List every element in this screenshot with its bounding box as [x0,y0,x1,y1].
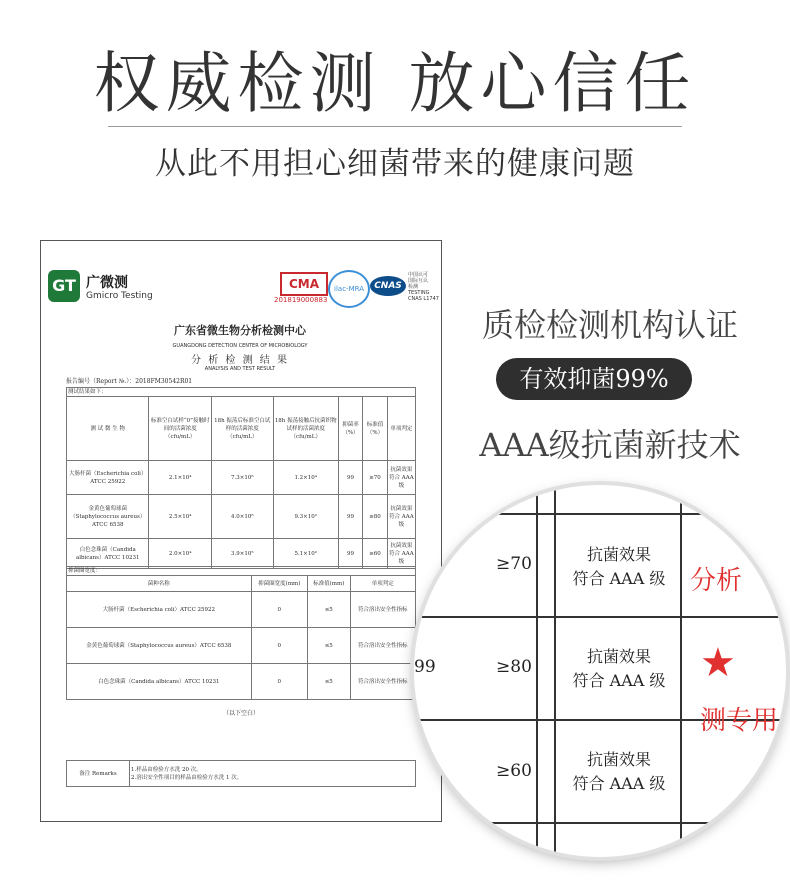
table-cell: 7.3×10⁶ [211,461,273,495]
table-cell: ≤5 [307,592,350,628]
table-cell: 0 [251,628,307,664]
stamp-star-icon: ★ [700,640,736,686]
cnas-text: CNAS L1747 [408,296,439,302]
table-cell: 2.1×10⁴ [149,461,211,495]
page-subtitle: 从此不用担心细菌带来的健康问题 [155,146,635,182]
magnified-judge: 抗菌效果 符合 AAA 级 [572,545,666,588]
remarks-table [66,760,416,787]
table-cell: 2.5×10⁴ [149,495,211,539]
antibacterial-rate-badge: 有效抑菌99% [496,358,692,400]
table-cell: 99 [338,539,362,569]
cma-mark-icon: CMA [280,272,328,296]
remark-line: 2.溶出安全性项目的样品由检验方水洗 1 次。 [131,774,243,781]
table-cell: ≤5 [307,664,350,700]
table-cell: ≥70 [363,461,387,495]
result-table [66,387,416,569]
table-cell: ≤5 [307,628,350,664]
table-header: 标准空白试样“0”接触时间的活菌浓度（cfu/mL） [149,397,211,461]
table-header: 抑菌率（%） [338,397,362,461]
table-cell: 5.1×10² [273,539,338,569]
stamp-text-bottom: 测专用 [700,706,779,736]
table-cell: 3.9×10⁵ [211,539,273,569]
gmicro-logo-icon: GT [48,270,80,302]
cnas-icon: CNAS [370,276,406,296]
blank-note: （以下空白） [222,710,259,717]
table-row [67,628,416,664]
table-cell: 9.3×10² [273,495,338,539]
table-cell: 4.0×10⁶ [211,495,273,539]
microbe-name: 金黄色葡萄球菌（Staphylococcus aureus）ATCC 6538 [67,495,149,539]
table-row [67,495,416,539]
microbe-name: 金黄色葡萄球菌（Staphylococcus aureus）ATCC 6538 [67,628,252,664]
brand-name-cn: 广微测 [86,275,128,291]
cnas-text: 检测 [408,284,419,290]
technology-label: AAA级抗菌新技术 [479,426,741,464]
remarks-label: 备注 Remarks [67,761,130,787]
table-header: 18h 振荡接触后抗菌织物试样的活菌浓度（cfu/mL） [273,397,338,461]
microbe-name: 大肠杆菌（Escherichia coli）ATCC 25922 [67,592,252,628]
inhibition-zone-table [66,566,416,700]
table-row [67,539,416,569]
table-cell: 符合溶出安全性指标 [350,664,415,700]
table-cell: 2.0×10⁴ [149,539,211,569]
table-header: 标准值（%） [363,397,387,461]
magnified-rate: 99 [414,657,436,677]
magnified-std: ≥80 [496,657,532,677]
table-header: 单项判定 [387,397,415,461]
cnas-text: 国际互认 [408,278,429,284]
remark-line: 1.样品由检验方水洗 20 次。 [131,766,202,773]
table-cell: ≥60 [363,539,387,569]
report-center-name: 广东省微生物分析检测中心 [174,324,306,337]
report-result-title: 分 析 检 测 结 果 [191,355,289,366]
cnas-text: 中国认可 [408,272,429,278]
table-cell: 1.2×10⁴ [273,461,338,495]
stamp-text-top: 分析 [690,566,743,596]
table-cell: 抗菌效果符合 AAA 级 [387,461,415,495]
magnified-std: ≥70 [496,554,532,574]
microbe-name: 白色念珠菌（Candida albicans）ATCC 10231 [67,664,252,700]
title-divider [108,126,682,127]
section-label: 测试结果如下： [67,388,416,397]
table-cell: 0 [251,664,307,700]
table-cell: 抗菌效果符合 AAA 级 [387,495,415,539]
magnified-std: ≥60 [496,761,532,781]
table-header: 单项判定 [350,576,415,592]
table-cell: 99 [338,495,362,539]
table-cell: 0 [251,592,307,628]
table-row [67,664,416,700]
report-center-name-en: GUANGDONG DETECTION CENTER OF MICROBIOLOGY [172,343,308,349]
table-row [67,461,416,495]
table-row [67,592,416,628]
microbe-name: 大肠杆菌（Escherichia coli）ATCC 25922 [67,461,149,495]
table-cell: 抗菌效果符合 AAA 级 [387,539,415,569]
section-label: 抑菌圈宽度： [67,567,416,576]
cma-number: 201819000883 [274,296,328,304]
magnified-judge: 抗菌效果 符合 AAA 级 [572,750,666,793]
table-cell: ≥80 [363,495,387,539]
magnified-judge: 抗菌效果 符合 AAA 级 [572,647,666,690]
table-cell: 符合溶出安全性指标 [350,628,415,664]
ilac-mra-icon: ilac-MRA [328,270,370,308]
table-header: 测 试 微 生 物 [67,397,149,461]
brand-name-en: Gmicro Testing [86,291,153,301]
page-title: 权威检测 放心信任 [93,45,697,122]
table-cell: 符合溶出安全性指标 [350,592,415,628]
table-header: 18h 振荡后标准空白试样的活菌浓度（cfu/mL） [211,397,273,461]
microbe-name: 白色念珠菌（Candida albicans）ATCC 10231 [67,539,149,569]
table-cell: 99 [338,461,362,495]
table-header: 菌种名称 [67,576,252,592]
certification-label: 质检检测机构认证 [481,306,738,344]
report-number: 报告编号（Report №.）：2018FM30542R01 [66,378,193,385]
report-result-title-en: ANALYSIS AND TEST RESULT [204,366,276,372]
table-header: 标准值(mm) [307,576,350,592]
cnas-text: TESTING [408,290,430,296]
table-header: 抑菌圈宽度(mm) [251,576,307,592]
